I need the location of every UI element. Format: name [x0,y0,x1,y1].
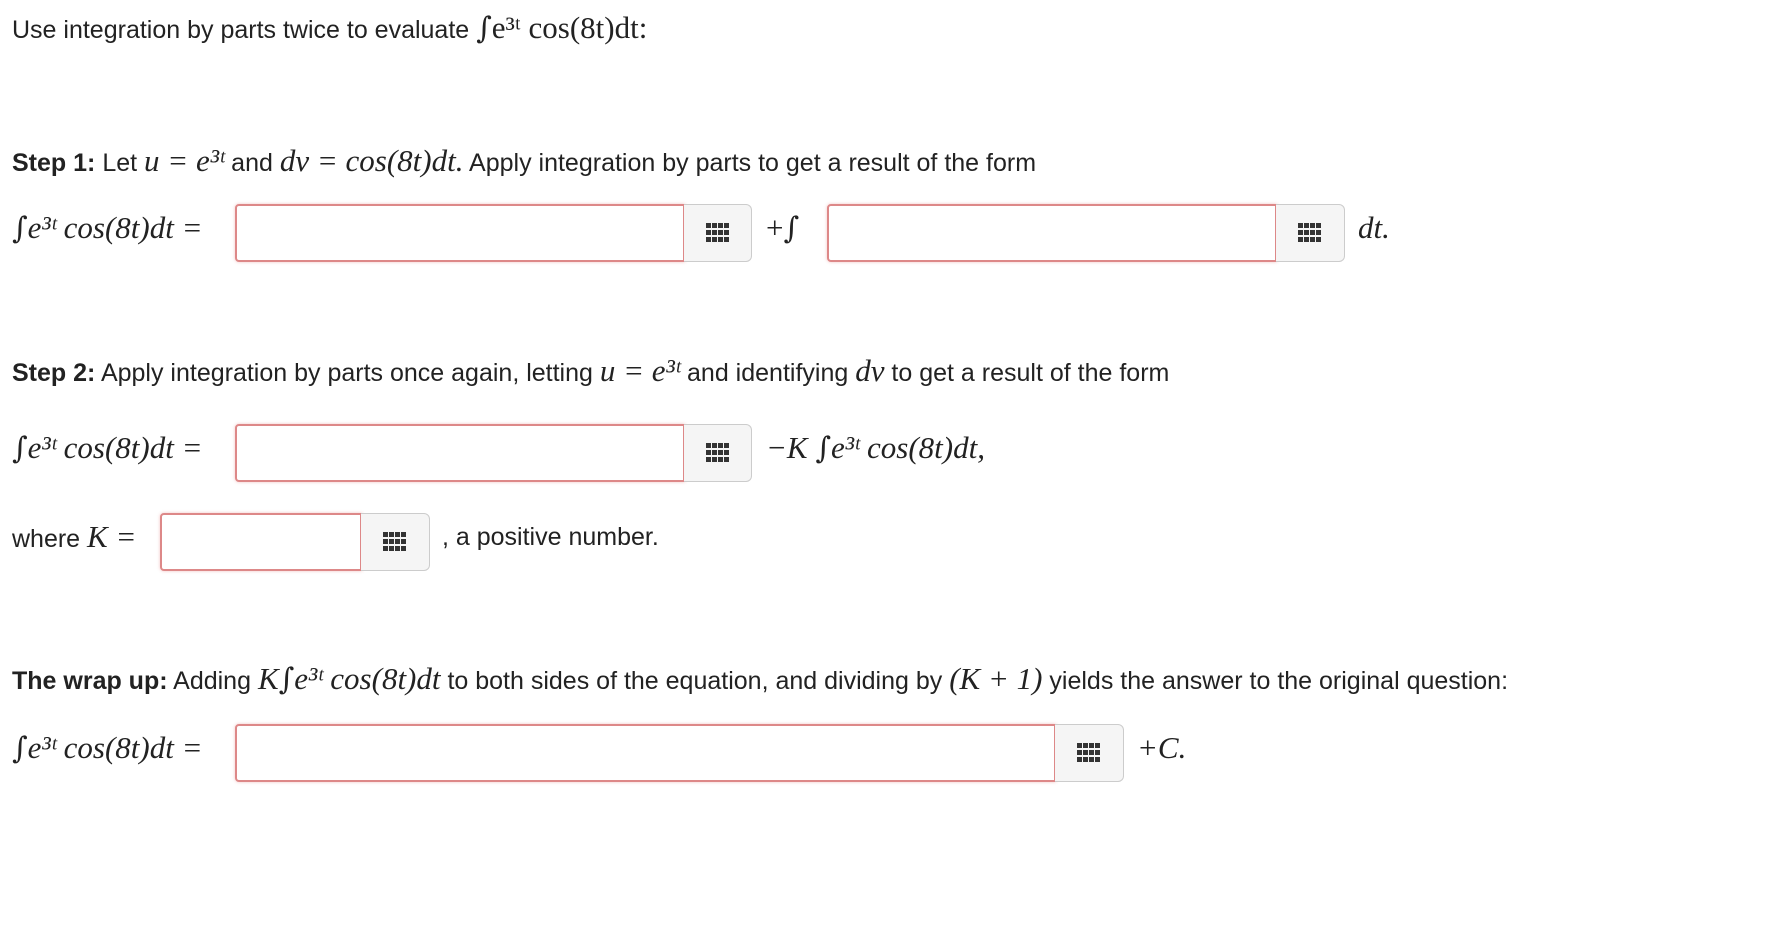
step1-answer1-field [235,204,752,262]
step1-answer2-input[interactable] [827,204,1277,262]
integral-symbol: ∫ [476,11,492,46]
step1-plus-integral: +∫ [766,210,800,246]
integral-symbol: ∫ [12,211,28,246]
wrapup-instruction: The wrap up: Adding K∫e³ᵗ cos(8t)dt to both sides of the equation, and dividing by (K + 1) yields the answer to the original question: [12,661,1509,697]
step2-tail-expression: −K ∫e³ᵗ cos(8t)dt, [766,430,985,466]
math-palette-grid-icon [706,223,730,243]
step1-answer1-input[interactable] [235,204,685,262]
step1-answer1-palette-button[interactable] [684,204,752,262]
k-suffix-text: , a positive number. [442,523,659,551]
integral-symbol: ∫ [12,731,28,766]
step2-instruction: Step 2: Apply integration by parts once again, letting u = e³ᵗ and identifying dv to get a result of the form [12,353,1170,388]
step1-dt-suffix: dt. [1358,210,1390,245]
final-answer-palette-button[interactable] [1055,724,1124,782]
k-field [160,513,430,571]
step2-answer-input[interactable] [235,424,685,482]
k-input[interactable] [160,513,362,571]
integral-symbol: ∫ [783,211,800,246]
math-palette-grid-icon [1077,743,1101,763]
k-palette-button[interactable] [361,513,430,571]
final-answer-field [235,724,1124,782]
math-palette-grid-icon [1298,223,1322,243]
wrapup-lhs: ∫e³ᵗ cos(8t)dt = [12,730,203,766]
math-palette-grid-icon [706,443,730,463]
step2-answer-palette-button[interactable] [684,424,752,482]
step1-instruction: Step 1: Let u = e³ᵗ and dv = cos(8t)dt. Apply integration by parts to get a result of the form [12,143,1037,178]
final-plus-c: +C. [1137,730,1187,765]
final-answer-input[interactable] [235,724,1056,782]
math-palette-grid-icon [383,532,407,552]
integral-symbol: ∫ [278,662,295,697]
integral-symbol: ∫ [12,431,28,466]
step1-lhs: ∫e³ᵗ cos(8t)dt = [12,210,203,246]
step1-answer2-palette-button[interactable] [1276,204,1345,262]
integral-symbol: ∫ [815,431,831,466]
step2-lhs: ∫e³ᵗ cos(8t)dt = [12,430,203,466]
step2-answer-field [235,424,752,482]
question-prompt: Use integration by parts twice to evaluate ∫e³ᵗ cos(8t)dt: [12,10,648,46]
k-label: where K = [12,519,137,554]
step1-answer2-field [827,204,1345,262]
